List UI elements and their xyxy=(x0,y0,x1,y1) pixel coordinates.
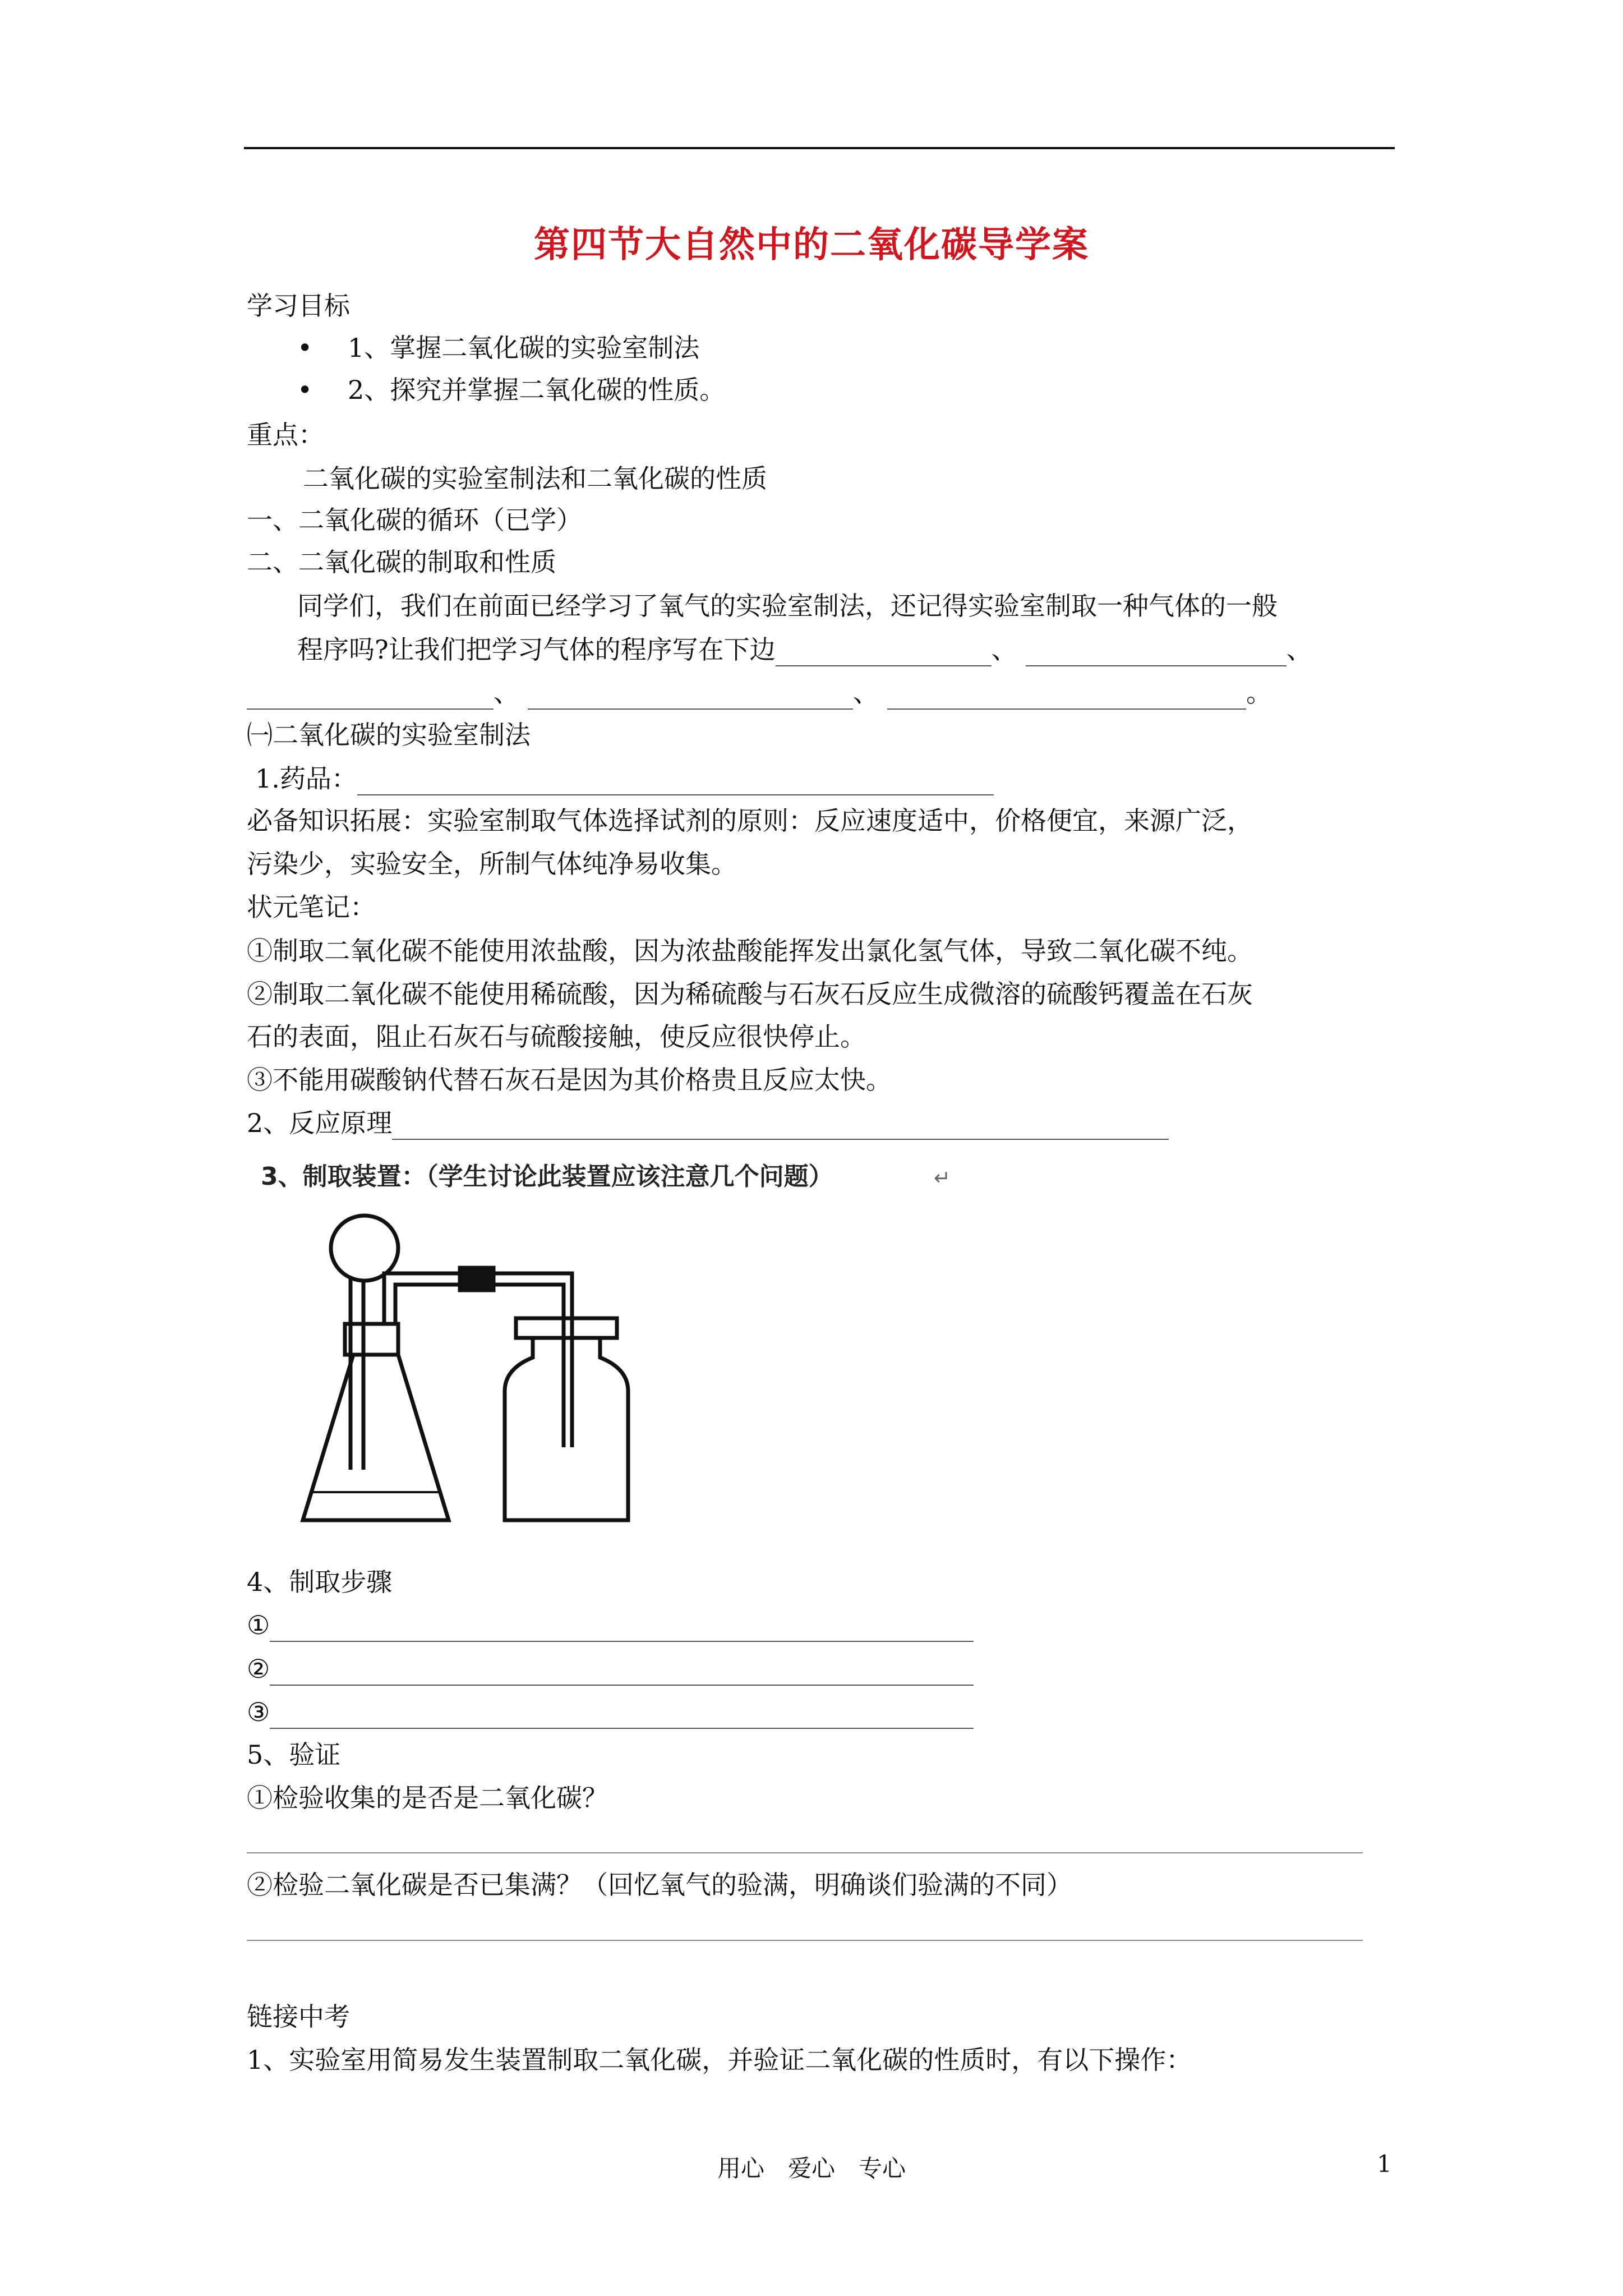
drugs-label: 1.药品： xyxy=(255,763,357,794)
intro-text-2: 程序吗?让我们把学习气体的程序写在下边 xyxy=(297,634,776,665)
bullet-icon: • xyxy=(297,375,313,405)
note-item: ①制取二氧化碳不能使用浓盐酸，因为浓盐酸能挥发出氯化氢气体，导致二氧化碳不纯。 xyxy=(247,936,1253,966)
page-number: 1 xyxy=(1377,2150,1392,2178)
key-heading: 重点： xyxy=(247,420,324,450)
return-mark-icon: ↵ xyxy=(934,1167,951,1190)
link-question: 1、实验室用简易发生装置制取二氧化碳，并验证二氧化碳的性质时，有以下操作： xyxy=(247,2045,1192,2075)
link-heading: 链接中考 xyxy=(247,2001,350,2032)
answer-blank[interactable] xyxy=(270,1615,974,1642)
goal-item xyxy=(297,331,699,365)
conical-flask xyxy=(303,1355,449,1520)
section-2-heading: 二、二氧化碳的制取和性质 xyxy=(247,547,556,577)
answer-blank[interactable] xyxy=(887,683,1246,710)
answer-blank[interactable] xyxy=(1026,639,1287,666)
goal-text: 1、掌握二氧化碳的实验室制法 xyxy=(348,333,700,363)
section-1-heading: 一、二氧化碳的循环（已学） xyxy=(247,505,582,535)
answer-blank[interactable] xyxy=(247,683,494,710)
rubber-connector xyxy=(460,1268,494,1290)
funnel-bulb xyxy=(331,1216,398,1281)
intro-text: 同学们，我们在前面已经学习了氧气的实验室制法，还记得实验室制取一种气体的一般 xyxy=(297,591,1278,621)
answer-blank[interactable] xyxy=(247,1940,1363,1941)
step-marker: ③ xyxy=(247,1697,270,1727)
drugs-line xyxy=(255,762,994,795)
subsection-heading: ㈠二氧化碳的实验室制法 xyxy=(247,720,531,750)
knowledge-text: 污染少，实验安全，所制气体纯净易收集。 xyxy=(247,849,737,879)
stopper xyxy=(345,1324,398,1355)
answer-blank[interactable] xyxy=(270,1702,974,1729)
answer-blank[interactable] xyxy=(528,683,853,710)
step-marker: ② xyxy=(247,1654,270,1684)
device-heading: 3、制取装置：（学生讨论此装置应该注意几个问题） xyxy=(261,1162,833,1191)
notes-heading: 状元笔记： xyxy=(247,892,376,922)
answer-blank[interactable] xyxy=(247,1852,1363,1853)
step-line xyxy=(247,1608,974,1642)
answer-blank[interactable] xyxy=(270,1659,974,1686)
answer-blank[interactable] xyxy=(392,1113,1169,1140)
note-item: 石的表面，阻止石灰石与硫酸接触，使反应很快停止。 xyxy=(247,1022,866,1052)
verify-question: ②检验二氧化碳是否已集满？（回忆氧气的验满，明确谈们验满的不同） xyxy=(247,1870,1072,1900)
verify-question: ①检验收集的是否是二氧化碳？ xyxy=(247,1783,608,1813)
verify-heading: 5、验证 xyxy=(247,1740,341,1770)
answer-blank[interactable] xyxy=(776,639,992,666)
answer-line: 、 、 。 xyxy=(247,676,1272,710)
answer-blank[interactable] xyxy=(357,769,994,795)
steps-heading: 4、制取步骤 xyxy=(247,1567,393,1597)
page-title: 第四节大自然中的二氧化碳导学案 xyxy=(534,224,1089,266)
gas-bottle xyxy=(505,1338,628,1520)
note-item: ②制取二氧化碳不能使用稀硫酸，因为稀硫酸与石灰石反应生成微溶的硫酸钙覆盖在石灰 xyxy=(247,979,1253,1009)
key-text: 二氧化碳的实验室制法和二氧化碳的性质 xyxy=(303,463,767,494)
step-marker: ① xyxy=(247,1610,270,1640)
page-footer: 用心 爱心 专心 xyxy=(717,2155,906,2182)
goals-heading: 学习目标 xyxy=(247,291,350,321)
step-line xyxy=(247,1695,974,1729)
intro-text: 程序吗?让我们把学习气体的程序写在下边 、 、 xyxy=(297,633,1312,666)
delivery-tube xyxy=(384,1273,572,1447)
header-rule xyxy=(244,147,1395,149)
apparatus-drawing xyxy=(303,1216,628,1520)
bullet-icon: • xyxy=(297,333,313,363)
step-line xyxy=(247,1652,974,1686)
principle-line xyxy=(247,1106,1169,1140)
knowledge-text: 必备知识拓展：实验室制取气体选择试剂的原则：反应速度适中，价格便宜，来源广泛， xyxy=(247,806,1253,836)
principle-label: 2、反应原理 xyxy=(247,1108,393,1138)
goal-text: 2、探究并掌握二氧化碳的性质。 xyxy=(348,375,726,405)
glass-plate xyxy=(516,1318,617,1338)
note-item: ③不能用碳酸钠代替石灰石是因为其价格贵且反应太快。 xyxy=(247,1065,892,1095)
goal-item xyxy=(297,373,725,407)
apparatus-diagram xyxy=(258,1156,951,1548)
